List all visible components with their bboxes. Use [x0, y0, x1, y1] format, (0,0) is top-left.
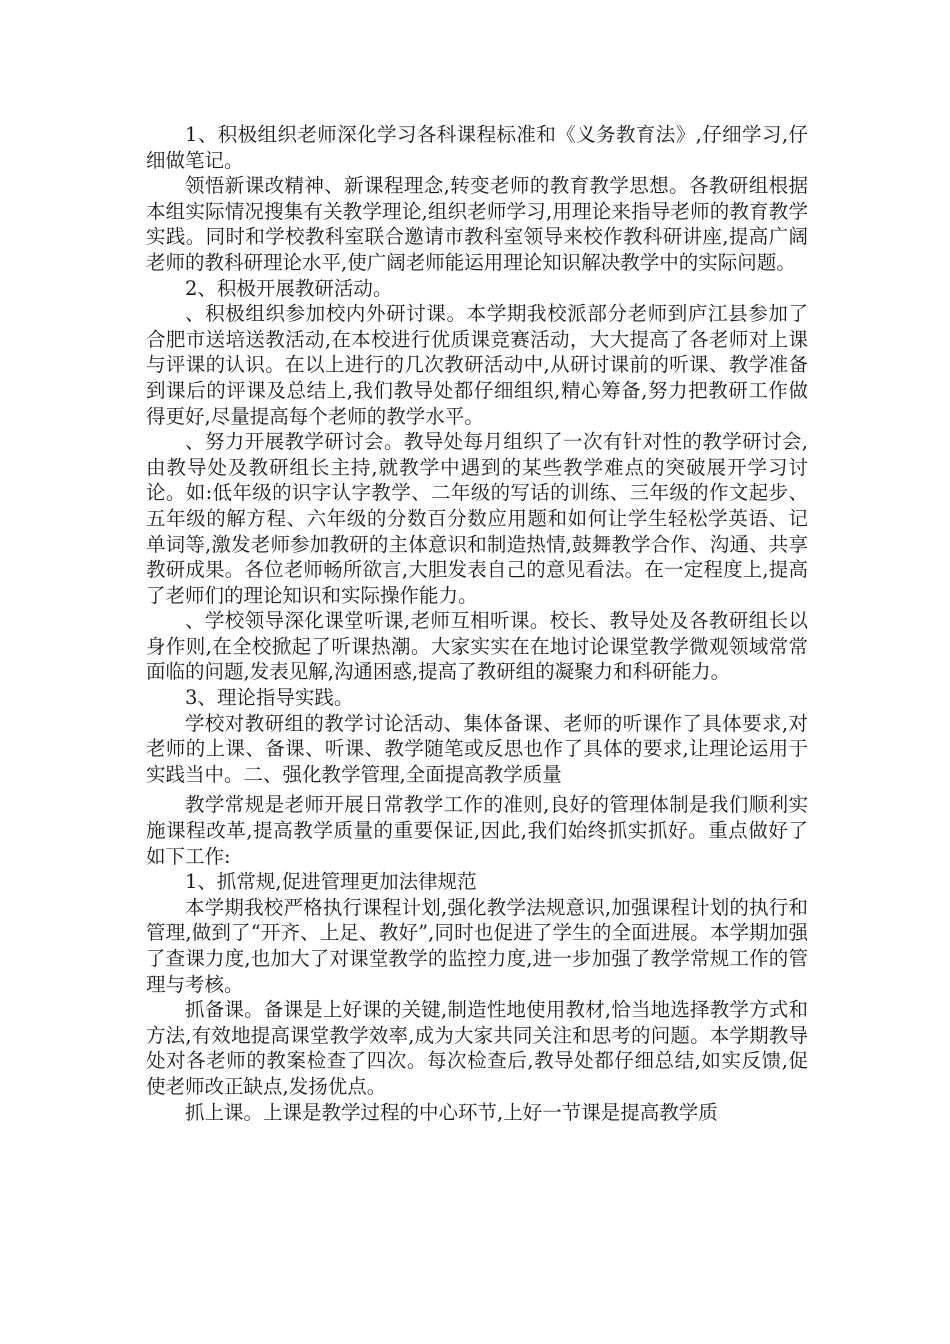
paragraph: 、积极组织参加校内外研讨课。本学期我校派部分老师到庐江县参加了合肥市送培送教活动,在本校进行优质课竞赛活动，大大提高了各老师对上课与评课的认识。在以上进行的几次教研活动中,从研讨课前的听课、教学准备到课后的评课及总结上,我们教导处都仔细组织,精心筹备,努力把教研工作做得更好,尽量提高每个老师的教学水平。: [146, 302, 808, 428]
paragraph: 、学校领导深化课堂听课,老师互相听课。校长、教导处及各教研组长以身作则,在全校掀起了听课热潮。大家实实在在地讨论课堂教学微观领域常常面临的问题,发表见解,沟通困惑,提高了教研组的凝聚力和科研能力。: [146, 609, 808, 684]
paragraph: 抓备课。备课是上好课的关键,制造性地使用教材,恰当地选择教学方式和方法,有效地提高课堂教学效率,成为大家共同关注和思考的问题。本学期教导处对各老师的教案检查了四次。每次检查后,教导处都仔细总结,如实反馈,促使老师改正缺点,发扬优点。: [146, 998, 808, 1098]
paragraph: 领悟新课改精神、新课程理念,转变老师的教育教学思想。各教研组根据本组实际情况搜集有关教学理论,组织老师学习,用理论来指导老师的教育教学实践。同时和学校教科室联合邀请市教科室领导来校作教科研讲座,提高广阔老师的教科研理论水平,使广阔老师能运用理论知识解决教学中的实际问题。: [146, 174, 808, 274]
paragraph: 教学常规是老师开展日常教学工作的准则,良好的管理体制是我们顺利实施课程改革,提高教学质量的重要保证,因此,我们始终抓实抓好。重点做好了如下工作:: [146, 793, 808, 868]
paragraph: 1、积极组织老师深化学习各科课程标准和《义务教育法》,仔细学习,仔细做笔记。: [146, 123, 808, 172]
paragraph: 2、积极开展教研活动。: [185, 276, 393, 300]
document-body: [146, 122, 808, 1125]
paragraph: 学校对教研组的教学讨论活动、集体备课、老师的听课作了具体要求,对老师的上课、备课、听课、教学随笔或反思也作了具体的要求,让理论运用于实践当中。二、强化教学管理,全面提高教学质量: [146, 711, 808, 786]
paragraph: 3、理论指导实践。: [185, 686, 354, 710]
paragraph: 1、抓常规,促进管理更加法律规范: [185, 870, 477, 894]
paragraph: 、努力开展教学研讨会。教导处每月组织了一次有针对性的教学研讨会,由教导处及教研组长主持,就教学中遇到的某些教学难点的突破展开学习讨论。如:低年级的识字认字教学、二年级的写话的训练、三年级的作文起步、五年级的解方程、六年级的分数百分数应用题和如何让学生轻松学英语、记单词等,激发老师参加教研的主体意识和制造热情,鼓舞教学合作、沟通、共享教研成果。各位老师畅所欲言,大胆发表自己的意见看法。在一定程度上,提高了老师们的理论知识和实际操作能力。: [146, 430, 808, 607]
paragraph: 本学期我校严格执行课程计划,强化教学法规意识,加强课程计划的执行和管理,做到了“开齐、上足、教好”,同时也促进了学生的全面进展。本学期加强了查课力度,也加大了对课堂教学的监控力度,进一步加强了教学常规工作的管理与考核。: [146, 895, 808, 996]
paragraph: 抓上课。上课是教学过程的中心环节,上好一节课是提高教学质: [185, 1100, 718, 1124]
